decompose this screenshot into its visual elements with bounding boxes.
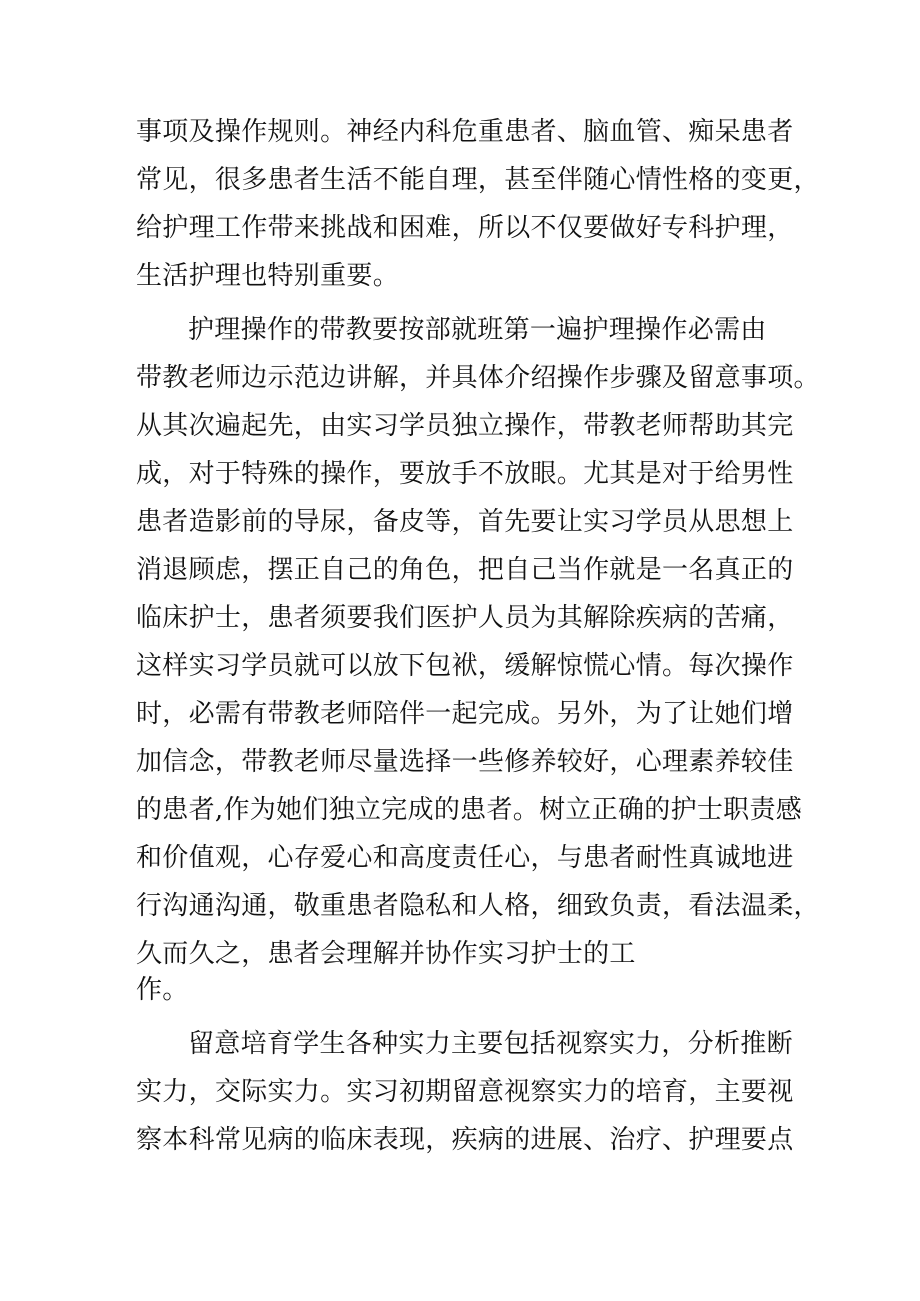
text-line: 行沟通沟通，敬重患者隐私和人格，细致负责，看法温柔， <box>136 891 820 921</box>
paragraph-start-line: 留意培育学生各种实力主要包括视察实力，分析推断 <box>188 1029 793 1059</box>
text-line: 和价值观，心存爱心和高度责任心，与患者耐性真诚地进 <box>136 843 794 873</box>
text-line: 从其次遍起先，由实习学员独立操作，带教老师帮助其完 <box>136 411 794 441</box>
text-line: 成，对于特殊的操作，要放手不放眼。尤其是对于给男性 <box>136 459 794 489</box>
text-line: 实力，交际实力。实习初期留意视察实力的培育，主要视 <box>136 1077 794 1107</box>
text-line: 常见，很多患者生活不能自理，甚至伴随心情性格的变更， <box>136 165 820 195</box>
text-line: 这样实习学员就可以放下包袱，缓解惊慌心情。每次操作 <box>136 651 794 681</box>
text-line: 事项及操作规则。神经内科危重患者、脑血管、痴呆患者 <box>136 117 794 147</box>
text-line: 临床护士，患者须要我们医护人员为其解除疾病的苦痛， <box>136 603 794 633</box>
text-line: 时，必需有带教老师陪伴一起完成。另外，为了让她们增 <box>136 699 794 729</box>
text-line: 的患者,作为她们独立完成的患者。树立正确的护士职责感 <box>136 795 803 825</box>
text-line: 带教老师边示范边讲解，并具体介绍操作步骤及留意事项。 <box>136 363 820 393</box>
text-line: 消退顾虑，摆正自己的角色，把自己当作就是一名真正的 <box>136 555 794 585</box>
text-line: 作。 <box>136 975 189 1005</box>
text-line: 生活护理也特别重要。 <box>136 261 400 291</box>
text-line: 久而久之，患者会理解并协作实习护士的工 <box>136 939 636 969</box>
text-line: 加信念，带教老师尽量选择一些修养较好，心理素养较佳 <box>136 747 794 777</box>
paragraph-start-line: 护理操作的带教要按部就班第一遍护理操作必需由 <box>188 315 767 345</box>
text-line: 患者造影前的导尿，备皮等，首先要让实习学员从思想上 <box>136 507 794 537</box>
text-line: 察本科常见病的临床表现，疾病的进展、治疗、护理要点 <box>136 1125 794 1155</box>
text-line: 给护理工作带来挑战和困难，所以不仅要做好专科护理， <box>136 213 794 243</box>
